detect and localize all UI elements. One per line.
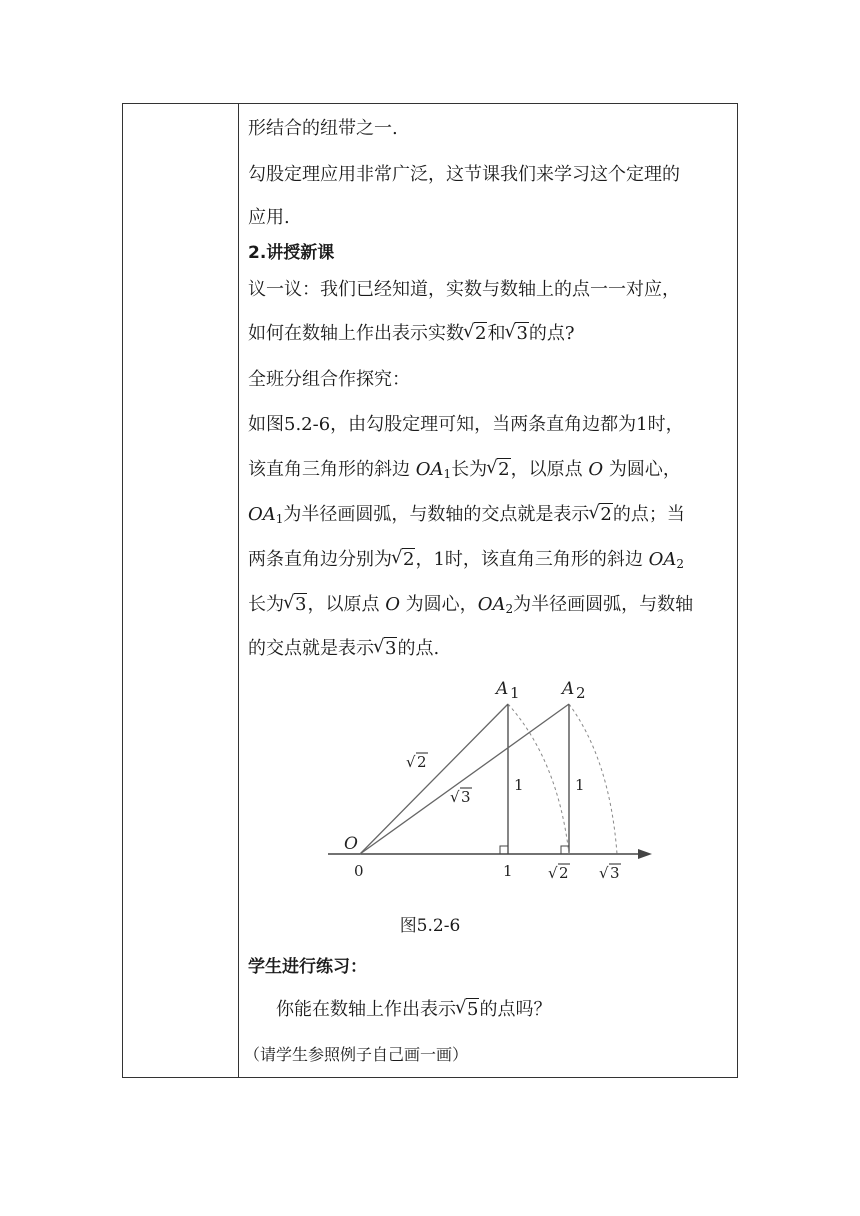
text-line-1: 形结合的纽带之一. xyxy=(248,118,398,139)
text-line-5: 议一议：我们已经知道，实数与数轴上的点一一对应， xyxy=(248,279,680,300)
tick-1: 1 xyxy=(503,862,513,880)
svg-text:2: 2 xyxy=(417,753,427,771)
math-OA: OA xyxy=(415,459,444,480)
sqrt-3: √ 3 xyxy=(374,637,397,661)
text-line-11 xyxy=(248,548,684,572)
text-line-9 xyxy=(248,458,681,482)
label-leg-1: 1 xyxy=(514,776,524,794)
number-line-figure xyxy=(320,670,660,890)
tick-sqrt2 xyxy=(548,864,570,882)
math-OA: OA xyxy=(477,594,506,615)
subscript: 2 xyxy=(676,557,685,571)
label-O: O xyxy=(344,834,358,854)
sqrt-5: √ 5 xyxy=(456,998,479,1022)
text-seg: 的点. xyxy=(397,638,440,659)
text-seg: 长为 xyxy=(248,594,284,615)
text-line-7: 全班分组合作探究： xyxy=(248,369,410,390)
text-seg: 的点；当 xyxy=(612,504,685,525)
tick-sqrt3 xyxy=(599,864,621,882)
svg-text:2: 2 xyxy=(559,864,569,882)
svg-text:3: 3 xyxy=(461,788,471,806)
subscript: 2 xyxy=(505,602,514,616)
text-seg: 为圆心， xyxy=(603,459,681,480)
text-seg: 两条直角边分别为 xyxy=(248,549,392,570)
text-seg: 和 xyxy=(487,323,506,344)
text-seg: 为半径画圆弧，与数轴 xyxy=(513,594,694,615)
axis-arrow-icon xyxy=(638,849,652,859)
svg-text:√: √ xyxy=(599,864,609,882)
text-line-17: （请学生参照例子自己画一画） xyxy=(244,1045,469,1064)
sqrt-2: √ 2 xyxy=(487,458,510,482)
label-A2-sub: 2 xyxy=(576,684,586,702)
svg-text:3: 3 xyxy=(610,864,620,882)
text-seg: ，以原点 xyxy=(307,594,386,615)
right-angle-mark-1 xyxy=(500,846,508,854)
text-line-10 xyxy=(248,503,685,527)
text-line-13 xyxy=(248,637,439,661)
tick-0: 0 xyxy=(354,862,364,880)
text-seg: ，1时，该直角三角形的斜边 xyxy=(415,549,649,570)
subscript: 1 xyxy=(275,512,284,526)
text-line-2: 勾股定理应用非常广泛，这节课我们来学习这个定理的 xyxy=(248,164,680,185)
text-line-8: 如图5.2-6，由勾股定理可知，当两条直角边都为1时， xyxy=(248,414,684,435)
text-seg: 的交点就是表示 xyxy=(248,638,374,659)
figure-caption: 图5.2-6 xyxy=(399,916,461,936)
label-sqrt3-hyp xyxy=(450,788,472,806)
subscript: 1 xyxy=(443,467,452,481)
label-A1-sub: 1 xyxy=(510,684,520,702)
text-seg: 该直角三角形的斜边 xyxy=(248,459,416,480)
sqrt-3: √ 3 xyxy=(284,593,307,617)
text-line-12 xyxy=(248,593,693,617)
practice-heading: 学生进行练习： xyxy=(248,957,367,977)
label-A2: A xyxy=(562,679,575,699)
math-OA: OA xyxy=(248,504,276,525)
sqrt-3: √ 3 xyxy=(505,322,528,346)
text-seg: 为半径画圆弧，与数轴的交点就是表示 xyxy=(283,504,590,525)
math-O: O xyxy=(588,459,604,480)
text-seg: ，以原点 xyxy=(510,459,589,480)
sqrt-2: √ 2 xyxy=(464,322,487,346)
sqrt-2: √ 2 xyxy=(392,548,415,572)
text-line-6 xyxy=(248,322,575,346)
text-seg: 为圆心， xyxy=(399,594,478,615)
label-A1: A xyxy=(496,679,509,699)
text-seg: 的点? xyxy=(528,323,575,344)
section-heading: 2.讲授新课 xyxy=(248,243,335,263)
sqrt-2: √ 2 xyxy=(589,503,612,527)
text-seg: 长为 xyxy=(451,459,488,480)
label-leg-2: 1 xyxy=(575,776,585,794)
label-sqrt2-hyp xyxy=(406,753,428,771)
text-seg: 你能在数轴上作出表示 xyxy=(276,999,456,1020)
text-seg: 如何在数轴上作出表示实数 xyxy=(248,323,464,344)
text-seg: 的点吗？ xyxy=(479,999,552,1020)
math-O: O xyxy=(385,594,400,615)
math-OA: OA xyxy=(648,549,677,570)
svg-text:√: √ xyxy=(450,788,460,806)
hypotenuse-OA2 xyxy=(360,704,569,854)
svg-text:√: √ xyxy=(406,753,416,771)
hypotenuse-OA1 xyxy=(360,704,508,854)
text-line-3: 应用. xyxy=(248,207,290,228)
svg-text:√: √ xyxy=(548,864,558,882)
text-line-16 xyxy=(276,998,551,1022)
